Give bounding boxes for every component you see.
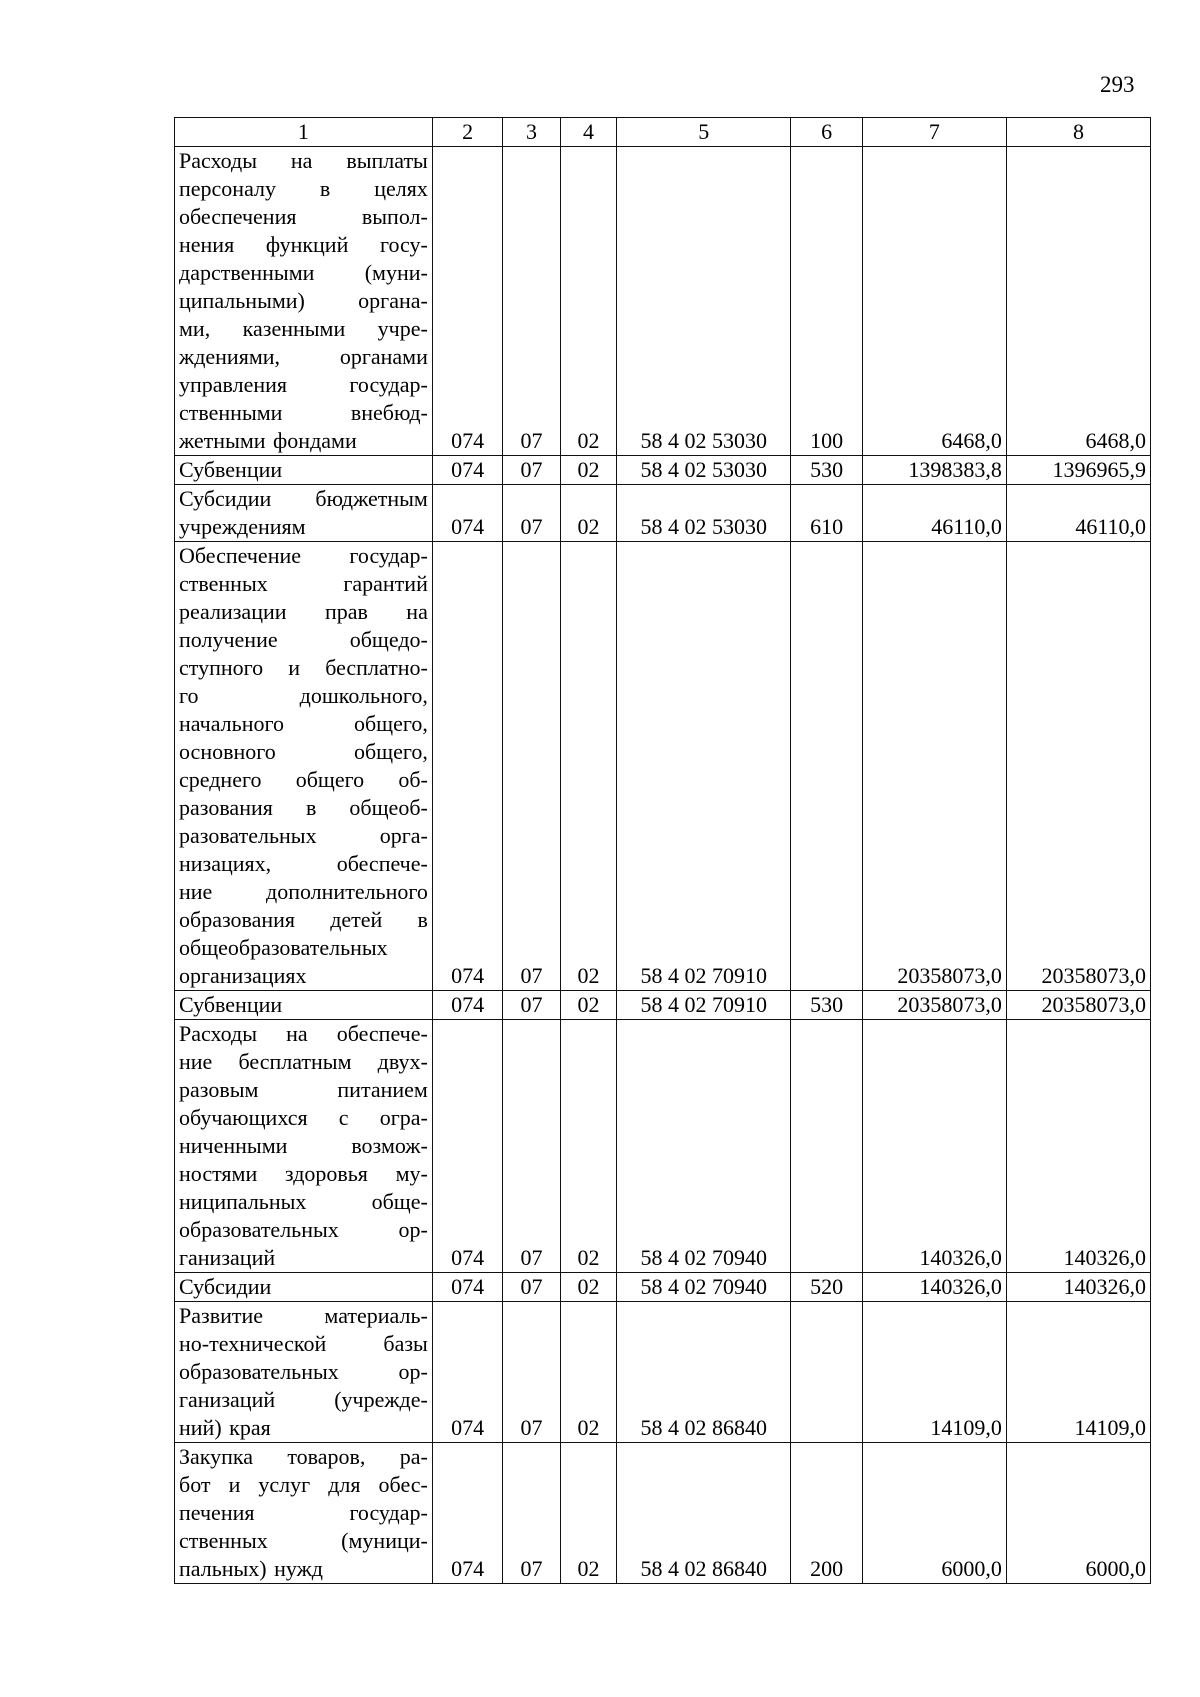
ministry-code: 074 [432, 147, 503, 456]
description-line: жетными фондами [179, 428, 357, 453]
description-line: общеобразовательных [179, 935, 388, 960]
expense-type: 610 [791, 485, 863, 542]
amount-col7: 140326,0 [862, 1020, 1006, 1273]
description-line: разовым питанием [179, 1077, 428, 1102]
header-cell: 6 [791, 118, 863, 147]
description-line: организациях [179, 963, 307, 988]
ministry-code: 074 [432, 1020, 503, 1273]
amount-col8: 14109,0 [1006, 1302, 1150, 1443]
description-line: ний) края [179, 1415, 271, 1440]
table-row [175, 485, 1151, 542]
amount-col8: 6000,0 [1006, 1443, 1150, 1584]
page-number: 293 [1100, 72, 1135, 97]
target-article: 58 4 02 70940 [617, 1020, 791, 1273]
header-cell: 1 [175, 118, 433, 147]
section-code: 07 [503, 1020, 560, 1273]
expense-type [791, 1302, 863, 1443]
table-row [175, 1020, 1151, 1273]
expense-type: 530 [791, 991, 863, 1020]
description-line: но-технической базы [179, 1331, 428, 1356]
description-line: Субсидии [179, 1274, 272, 1299]
row-description [175, 1443, 433, 1584]
description-line: ственных (муници- [179, 1528, 428, 1553]
description-line: ципальными) органа- [179, 288, 428, 313]
description-line: получение общедо- [179, 627, 428, 652]
header-cell: 7 [862, 118, 1006, 147]
row-description [175, 147, 433, 456]
amount-col7: 46110,0 [862, 485, 1006, 542]
row-description [175, 485, 433, 542]
expense-type [791, 542, 863, 991]
target-article: 58 4 02 86840 [617, 1443, 791, 1584]
target-article: 58 4 02 53030 [617, 485, 791, 542]
subsection-code: 02 [560, 1273, 616, 1302]
description-line: обучающихся с огра- [179, 1105, 428, 1130]
row-description [175, 1273, 433, 1302]
target-article: 58 4 02 70910 [617, 991, 791, 1020]
ministry-code: 074 [432, 1443, 503, 1584]
table-row [175, 1273, 1151, 1302]
description-line: ниципальных обще- [179, 1189, 428, 1214]
section-code: 07 [503, 542, 560, 991]
table-header-row [175, 118, 1151, 147]
header-cell: 3 [503, 118, 560, 147]
section-code: 07 [503, 1273, 560, 1302]
subsection-code: 02 [560, 1020, 616, 1273]
description-line: Закупка товаров, ра- [179, 1444, 428, 1469]
section-code: 07 [503, 1302, 560, 1443]
expense-type: 530 [791, 456, 863, 485]
ministry-code: 074 [432, 1302, 503, 1443]
subsection-code: 02 [560, 1443, 616, 1584]
description-line: ганизаций (учрежде- [179, 1387, 428, 1412]
description-line: низациях, обеспече- [179, 851, 428, 876]
description-line: ностями здоровья му- [179, 1161, 428, 1186]
subsection-code: 02 [560, 456, 616, 485]
amount-col7: 6468,0 [862, 147, 1006, 456]
description-line: образовательных ор- [179, 1217, 428, 1242]
header-cell: 5 [617, 118, 791, 147]
description-line: Субвенции [179, 992, 283, 1017]
target-article: 58 4 02 70910 [617, 542, 791, 991]
subsection-code: 02 [560, 485, 616, 542]
row-description [175, 542, 433, 991]
header-cell: 2 [432, 118, 503, 147]
expense-type: 100 [791, 147, 863, 456]
ministry-code: 074 [432, 1273, 503, 1302]
description-line: го дошкольного, [179, 683, 428, 708]
target-article: 58 4 02 86840 [617, 1302, 791, 1443]
budget-table [174, 117, 1151, 1584]
description-line: Расходы на выплаты [179, 148, 428, 173]
description-line: ждениями, органами [179, 344, 428, 369]
description-line: разовательных орга- [179, 823, 428, 848]
description-line: учреждениям [179, 514, 306, 539]
amount-col8: 6468,0 [1006, 147, 1150, 456]
expense-type: 520 [791, 1273, 863, 1302]
ministry-code: 074 [432, 456, 503, 485]
description-line: пальных) нужд [179, 1556, 324, 1581]
section-code: 07 [503, 147, 560, 456]
amount-col8: 1396965,9 [1006, 456, 1150, 485]
description-line: разования в общеоб- [179, 795, 428, 820]
description-line: ми, казенными учре- [179, 316, 428, 341]
description-line: Обеспечение государ- [179, 543, 428, 568]
amount-col8: 140326,0 [1006, 1273, 1150, 1302]
header-cell: 8 [1006, 118, 1150, 147]
row-description [175, 1302, 433, 1443]
description-line: ние бесплатным двух- [179, 1049, 428, 1074]
table-row [175, 147, 1151, 456]
description-line: Субсидии бюджетным [179, 486, 428, 511]
amount-col8: 140326,0 [1006, 1020, 1150, 1273]
description-line: ние дополнительного [179, 879, 428, 904]
table-row [175, 542, 1151, 991]
amount-col8: 46110,0 [1006, 485, 1150, 542]
table-row [175, 991, 1151, 1020]
table-row [175, 456, 1151, 485]
description-line: ственными внебюд- [179, 400, 428, 425]
target-article: 58 4 02 70940 [617, 1273, 791, 1302]
description-line: печения государ- [179, 1500, 428, 1525]
section-code: 07 [503, 991, 560, 1020]
description-line: ственных гарантий [179, 571, 428, 596]
table-row [175, 1302, 1151, 1443]
description-line: Субвенции [179, 457, 283, 482]
amount-col7: 20358073,0 [862, 991, 1006, 1020]
ministry-code: 074 [432, 542, 503, 991]
section-code: 07 [503, 485, 560, 542]
description-line: ганизаций [179, 1245, 276, 1270]
subsection-code: 02 [560, 147, 616, 456]
amount-col7: 140326,0 [862, 1273, 1006, 1302]
description-line: начального общего, [179, 711, 428, 736]
section-code: 07 [503, 456, 560, 485]
amount-col7: 6000,0 [862, 1443, 1006, 1584]
amount-col8: 20358073,0 [1006, 542, 1150, 991]
description-line: среднего общего об- [179, 767, 428, 792]
description-line: реализации прав на [179, 599, 428, 624]
description-line: персоналу в целях [179, 176, 428, 201]
description-line: дарственными (муни- [179, 260, 428, 285]
target-article: 58 4 02 53030 [617, 147, 791, 456]
description-line: бот и услуг для обес- [179, 1472, 428, 1497]
amount-col7: 20358073,0 [862, 542, 1006, 991]
description-line: ступного и бесплатно- [179, 655, 428, 680]
row-description [175, 991, 433, 1020]
ministry-code: 074 [432, 485, 503, 542]
expense-type [791, 1020, 863, 1273]
amount-col7: 1398383,8 [862, 456, 1006, 485]
description-line: образовательных ор- [179, 1359, 428, 1384]
description-line: управления государ- [179, 372, 428, 397]
description-line: ниченными возмож- [179, 1133, 428, 1158]
target-article: 58 4 02 53030 [617, 456, 791, 485]
description-line: Развитие материаль- [179, 1303, 428, 1328]
description-line: обеспечения выпол- [179, 204, 428, 229]
subsection-code: 02 [560, 542, 616, 991]
description-line: нения функций госу- [179, 232, 428, 257]
ministry-code: 074 [432, 991, 503, 1020]
expense-type: 200 [791, 1443, 863, 1584]
description-line: образования детей в [179, 907, 428, 932]
header-cell: 4 [560, 118, 616, 147]
description-line: Расходы на обеспече- [179, 1021, 428, 1046]
amount-col7: 14109,0 [862, 1302, 1006, 1443]
description-line: основного общего, [179, 739, 428, 764]
subsection-code: 02 [560, 991, 616, 1020]
row-description [175, 1020, 433, 1273]
amount-col8: 20358073,0 [1006, 991, 1150, 1020]
section-code: 07 [503, 1443, 560, 1584]
row-description [175, 456, 433, 485]
subsection-code: 02 [560, 1302, 616, 1443]
table-row [175, 1443, 1151, 1584]
